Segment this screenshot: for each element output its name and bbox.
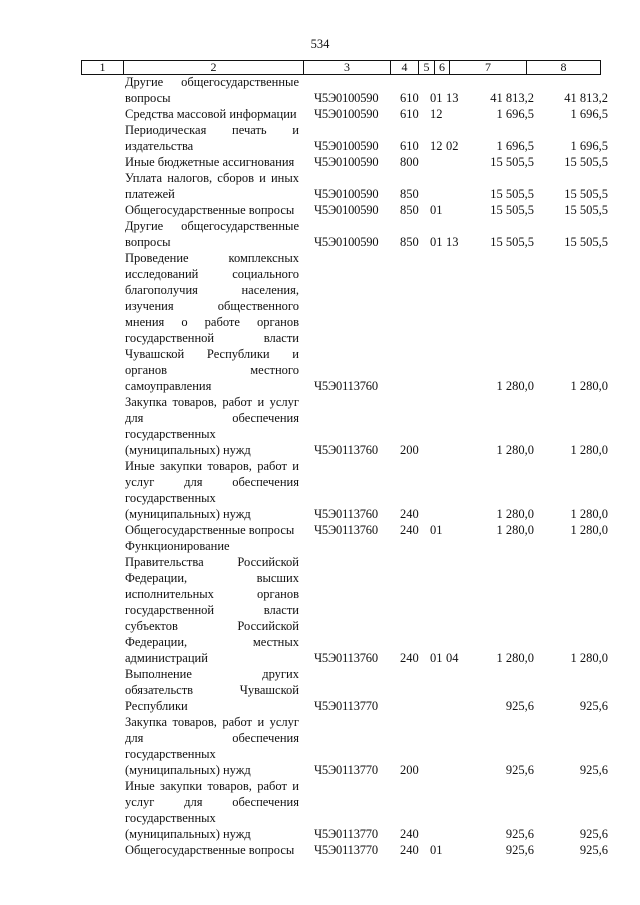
row-target-code: Ч5Э0100590 xyxy=(314,203,379,217)
row-name: Закупка товаров, работ и услуг для обеспечения государственных (муниципальных) нужд xyxy=(125,395,299,457)
table-row xyxy=(0,218,640,250)
row-expense-type: 240 xyxy=(400,507,419,521)
row-name: Иные закупки товаров, работ и услуг для обеспечения государственных (муниципальных) нужд xyxy=(125,459,299,521)
row-amount-col8: 41 813,2 xyxy=(564,91,608,105)
row-amount-col7: 15 505,5 xyxy=(490,187,534,201)
row-target-code: Ч5Э0100590 xyxy=(314,107,379,121)
row-expense-type: 240 xyxy=(400,843,419,857)
table-row xyxy=(0,250,640,394)
row-amount-col8: 925,6 xyxy=(579,827,608,841)
row-amount-col7: 925,6 xyxy=(505,843,534,857)
row-amount-col7: 925,6 xyxy=(505,827,534,841)
row-expense-type: 240 xyxy=(400,523,419,537)
row-target-code: Ч5Э0100590 xyxy=(314,139,379,153)
column-header-row xyxy=(82,61,601,75)
table-row xyxy=(0,202,640,218)
row-amount-col8: 15 505,5 xyxy=(564,187,608,201)
row-amount-col8: 1 696,5 xyxy=(570,139,608,153)
budget-table-body xyxy=(0,74,640,858)
table-row xyxy=(0,778,640,842)
row-amount-col7: 15 505,5 xyxy=(490,235,534,249)
row-amount-col7: 1 696,5 xyxy=(496,107,534,121)
column-header-2: 2 xyxy=(124,61,304,75)
table-row xyxy=(0,170,640,202)
row-amount-col8: 15 505,5 xyxy=(564,235,608,249)
row-section: 12 xyxy=(430,139,443,153)
row-subsection: 02 xyxy=(446,139,459,153)
row-amount-col8: 1 696,5 xyxy=(570,107,608,121)
row-amount-col8: 15 505,5 xyxy=(564,203,608,217)
row-amount-col7: 1 696,5 xyxy=(496,139,534,153)
row-name: Общегосударственные вопросы xyxy=(125,843,295,857)
row-amount-col8: 1 280,0 xyxy=(570,651,608,665)
row-target-code: Ч5Э0113760 xyxy=(314,651,378,665)
row-subsection: 04 xyxy=(446,651,459,665)
row-name: Иные бюджетные ассигнования xyxy=(125,155,295,169)
row-name: Другие общегосударственные вопросы xyxy=(125,219,299,249)
table-row xyxy=(0,394,640,458)
row-amount-col7: 15 505,5 xyxy=(490,155,534,169)
row-target-code: Ч5Э0113770 xyxy=(314,763,378,777)
row-name: Общегосударственные вопросы xyxy=(125,203,295,217)
row-subsection: 13 xyxy=(446,235,459,249)
row-section: 01 xyxy=(430,235,443,249)
row-amount-col7: 1 280,0 xyxy=(496,523,534,537)
row-section: 01 xyxy=(430,651,443,665)
row-expense-type: 610 xyxy=(400,139,419,153)
row-name: Другие общегосударственные вопросы xyxy=(125,75,299,105)
column-header-8: 8 xyxy=(527,61,601,75)
row-amount-col7: 1 280,0 xyxy=(496,651,534,665)
table-row xyxy=(0,154,640,170)
row-amount-col8: 1 280,0 xyxy=(570,523,608,537)
table-row xyxy=(0,106,640,122)
row-name: Периодическая печать и издательства xyxy=(125,123,299,153)
row-amount-col8: 925,6 xyxy=(579,843,608,857)
row-expense-type: 800 xyxy=(400,155,419,169)
row-amount-col7: 925,6 xyxy=(505,699,534,713)
row-amount-col8: 925,6 xyxy=(579,763,608,777)
row-expense-type: 200 xyxy=(400,443,419,457)
row-target-code: Ч5Э0113770 xyxy=(314,699,378,713)
row-name: Проведение комплексных исследований социального благополучия населения, изучения общественного мнения о работе органов государственной власти Чувашской Республики и органов местного самоуправления xyxy=(125,251,299,393)
row-target-code: Ч5Э0113760 xyxy=(314,507,378,521)
table-row xyxy=(0,714,640,778)
row-expense-type: 610 xyxy=(400,107,419,121)
column-header-6: 6 xyxy=(435,61,450,75)
row-section: 01 xyxy=(430,203,443,217)
row-expense-type: 240 xyxy=(400,651,419,665)
row-name: Общегосударственные вопросы xyxy=(125,523,295,537)
row-expense-type: 610 xyxy=(400,91,419,105)
column-header-table xyxy=(81,60,601,75)
row-amount-col8: 1 280,0 xyxy=(570,443,608,457)
row-target-code: Ч5Э0113770 xyxy=(314,827,378,841)
row-target-code: Ч5Э0113760 xyxy=(314,523,378,537)
row-amount-col7: 925,6 xyxy=(505,763,534,777)
row-name: Уплата налогов, сборов и иных платежей xyxy=(125,171,299,201)
row-amount-col7: 1 280,0 xyxy=(496,507,534,521)
row-section: 01 xyxy=(430,91,443,105)
row-amount-col8: 1 280,0 xyxy=(570,379,608,393)
row-amount-col7: 15 505,5 xyxy=(490,203,534,217)
row-name: Выполнение других обязательств Чувашской Республики xyxy=(125,667,299,713)
table-row xyxy=(0,842,640,858)
row-amount-col8: 15 505,5 xyxy=(564,155,608,169)
row-expense-type: 200 xyxy=(400,763,419,777)
table-row xyxy=(0,122,640,154)
row-target-code: Ч5Э0100590 xyxy=(314,155,379,169)
row-name: Иные закупки товаров, работ и услуг для обеспечения государственных (муниципальных) нужд xyxy=(125,779,299,841)
row-amount-col8: 1 280,0 xyxy=(570,507,608,521)
row-expense-type: 850 xyxy=(400,235,419,249)
column-header-1: 1 xyxy=(82,61,124,75)
row-amount-col7: 1 280,0 xyxy=(496,443,534,457)
table-row xyxy=(0,666,640,714)
table-row xyxy=(0,74,640,106)
row-section: 01 xyxy=(430,843,443,857)
row-target-code: Ч5Э0113760 xyxy=(314,379,378,393)
table-row xyxy=(0,522,640,538)
row-subsection: 13 xyxy=(446,91,459,105)
row-target-code: Ч5Э0113760 xyxy=(314,443,378,457)
row-name: Функционирование Правительства Российской Федерации, высших исполнительных органов государственной власти субъектов Российской Федерации, местных администраций xyxy=(125,539,299,665)
row-expense-type: 850 xyxy=(400,203,419,217)
row-target-code: Ч5Э0100590 xyxy=(314,91,379,105)
table-row xyxy=(0,458,640,522)
table-row xyxy=(0,538,640,666)
page-number: 534 xyxy=(310,37,330,51)
row-section: 12 xyxy=(430,107,443,121)
row-target-code: Ч5Э0100590 xyxy=(314,235,379,249)
column-header-5: 5 xyxy=(419,61,435,75)
row-name: Средства массовой информации xyxy=(125,107,297,121)
row-target-code: Ч5Э0113770 xyxy=(314,843,378,857)
row-name: Закупка товаров, работ и услуг для обеспечения государственных (муниципальных) нужд xyxy=(125,715,299,777)
column-header-3: 3 xyxy=(304,61,391,75)
row-target-code: Ч5Э0100590 xyxy=(314,187,379,201)
row-expense-type: 240 xyxy=(400,827,419,841)
column-header-7: 7 xyxy=(450,61,527,75)
column-header-4: 4 xyxy=(391,61,419,75)
row-amount-col7: 41 813,2 xyxy=(490,91,534,105)
row-amount-col7: 1 280,0 xyxy=(496,379,534,393)
row-amount-col8: 925,6 xyxy=(579,699,608,713)
row-expense-type: 850 xyxy=(400,187,419,201)
row-section: 01 xyxy=(430,523,443,537)
